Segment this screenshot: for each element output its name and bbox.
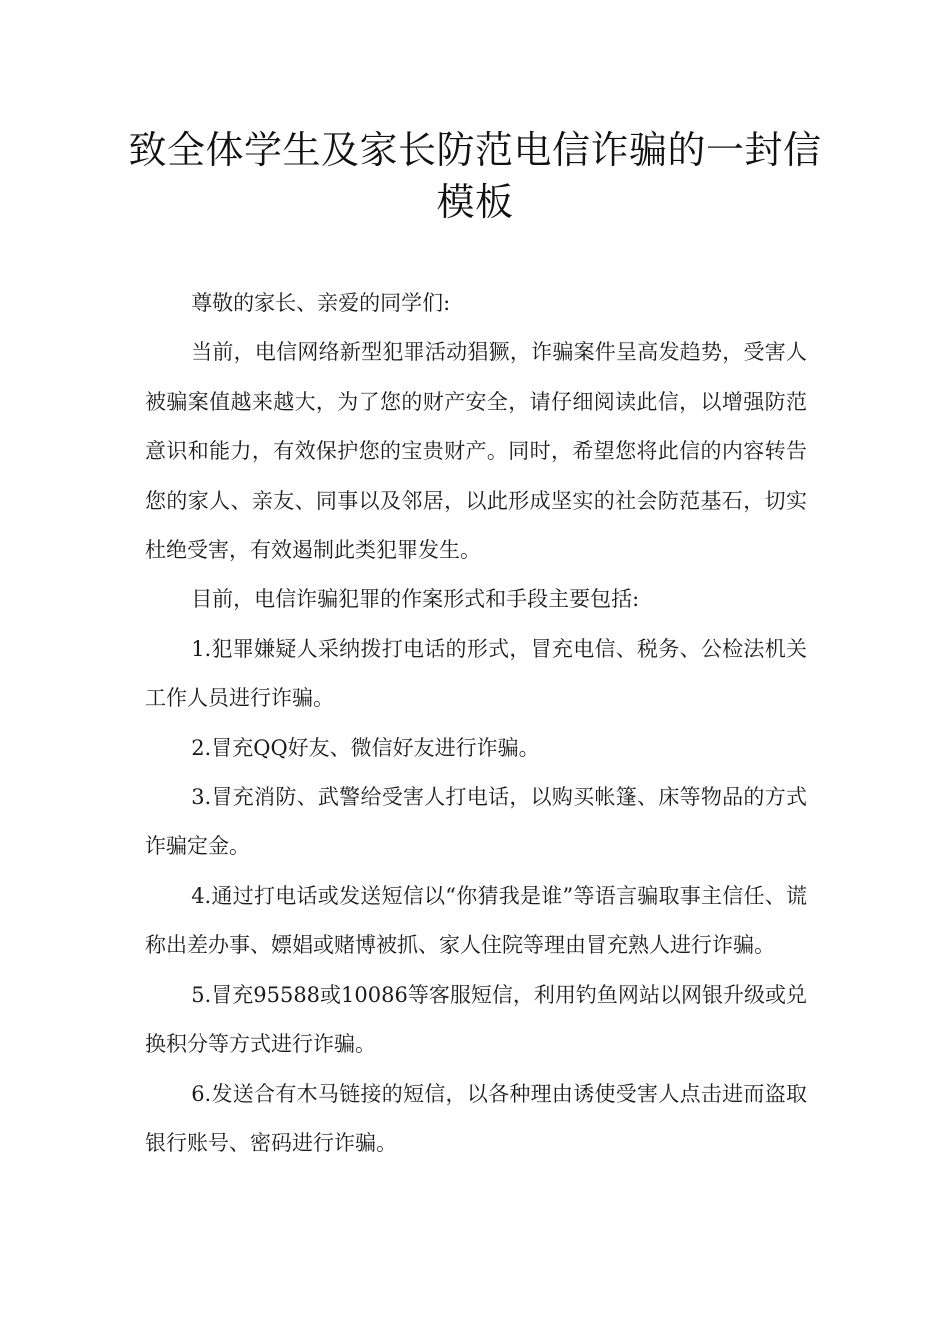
list-item: 2.冒充QQ好友、微信好友进行诈骗。	[191, 735, 540, 760]
document-title: 致全体学生及家长防范电信诈骗的一封信模板	[128, 128, 822, 224]
list-item: 3.冒充消防、武警给受害人打电话，以购买帐篷、床等物品的方式诈骗定金。	[145, 785, 807, 859]
salutation: 尊敬的家长、亲爱的同学们:	[191, 291, 451, 315]
document-body	[145, 279, 807, 1168]
list-item: 6.发送合有木马链接的短信，以各种理由诱使受害人点击进而盗取银行账号、密码进行诈骗。	[145, 1081, 807, 1155]
list-item: 1.犯罪嫌疑人采纳拨打电话的形式，冒充电信、税务、公检法机关工作人员进行诈骗。	[145, 636, 807, 711]
intro-paragraph: 当前，电信网络新型犯罪活动猖獗，诈骗案件呈高发趋势，受害人被骗案值越来越大，为了您的财产安全，请仔细阅读此信，以增强防范意识和能力，有效保护您的宝贵财产。同时，希望您将此信的内容转告您的家人、亲友、同事以及邻居，以此形成坚实的社会防范基石，切实杜绝受害，有效遏制此类犯罪发生。	[145, 340, 807, 563]
methods-intro: 目前，电信诈骗犯罪的作案形式和手段主要包括:	[191, 587, 640, 612]
list-item: 4.通过打电话或发送短信以“你猜我是谁”等语言骗取事主信任、谎称出差办事、嫖娼或赌博被抓、家人住院等理由冒充熟人进行诈骗。	[145, 883, 807, 958]
list-item: 5.冒充95588或10086等客服短信，利用钓鱼网站以网银升级或兑换积分等方式进行诈骗。	[145, 982, 807, 1057]
